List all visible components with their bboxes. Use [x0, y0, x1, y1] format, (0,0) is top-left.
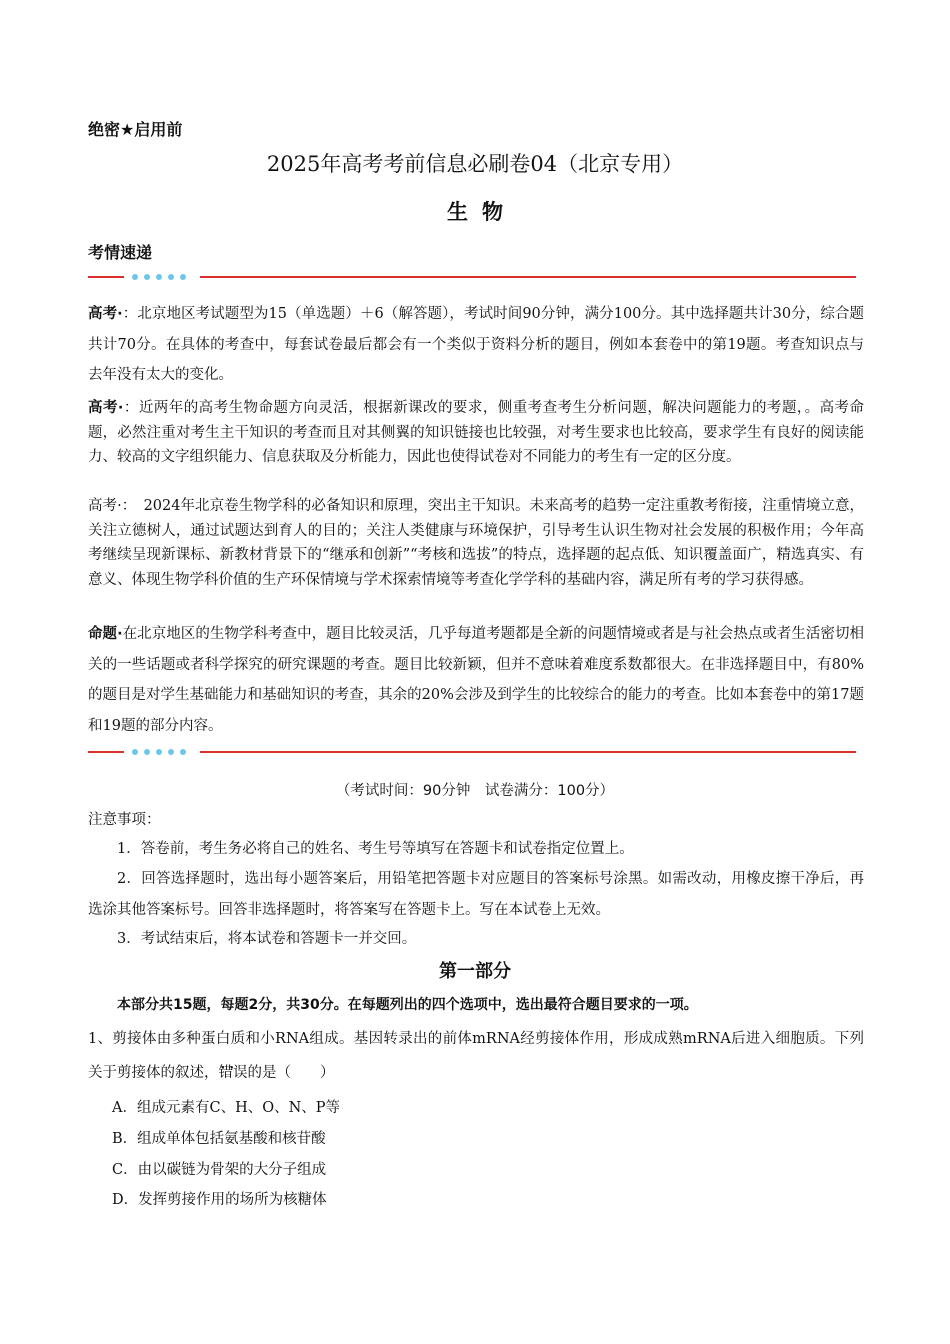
divider-dot	[168, 749, 174, 755]
option-d: D．发挥剪接作用的场所为核糖体	[112, 1192, 327, 1208]
note-item-1: 1．答卷前，考生务必将自己的姓名、考生号等填写在答题卡和试卷指定位置上。	[117, 841, 634, 857]
divider-bottom	[88, 746, 856, 758]
divider-dot	[144, 274, 150, 280]
divider-dot	[156, 274, 162, 280]
divider-dot	[180, 274, 186, 280]
paragraph-label: 高考·	[88, 306, 123, 322]
notes-heading: 注意事项：	[88, 812, 161, 828]
divider-line-left	[88, 751, 124, 753]
option-b: B．组成单体包括氨基酸和核苷酸	[112, 1131, 326, 1147]
paragraph-text: ：北京地区考试题型为15（单选题）＋6（解答题），考试时间90分钟，满分100分。其中选择题共计30分，综合题共计70分。在具体的考查中，每套试卷最后都会有一个类似于资料分析的题目，例如本套卷中的第19题。考查知识点与去年没有太大的变化。	[88, 306, 865, 383]
divider-line-left	[88, 276, 124, 278]
paragraph-text: 在北京地区的生物学科考查中，题目比较灵活，几乎每道考题都是全新的问题情境或者是与社会热点或者生活密切相关的一些话题或者科学探究的研究课题的考查。题目比较新颖，但并不意味着难度系数都很大。在非选择题目中，有80%的题目是对学生基础能力和基础知识的考查，其余的20%会涉及到学生的比较综合的能力的考查。比如本套卷中的第17题和19题的部分内容。	[88, 626, 864, 734]
divider-dots	[132, 272, 186, 282]
question-stem-text: 的是（ ）	[247, 1065, 335, 1081]
note-item-3: 3．考试结束后，将本试卷和答题卡一并交回。	[117, 931, 417, 947]
exam-info: （考试时间：90分钟 试卷满分：100分）	[335, 783, 615, 799]
divider-dot	[168, 274, 174, 280]
divider-dot	[132, 274, 138, 280]
paragraph-label: 高考·：	[88, 498, 130, 514]
analysis-heading: 考情速递	[88, 243, 153, 262]
analysis-paragraph-2	[88, 396, 864, 470]
paragraph-label: 命题·	[88, 626, 123, 642]
subject-title: 生物	[447, 199, 517, 224]
analysis-paragraph-4	[88, 619, 864, 741]
secret-label: 绝密★启用前	[88, 120, 183, 139]
option-a: A．组成元素有C、H、O、N、P等	[112, 1100, 341, 1116]
divider-dot	[132, 749, 138, 755]
analysis-paragraph-1	[88, 299, 864, 391]
emphasis-word: · · 错误	[219, 1065, 248, 1081]
question-1-stem	[88, 1022, 864, 1090]
divider-line-right	[200, 751, 856, 753]
exam-title: 2025年高考考前信息必刷卷04（北京专用）	[266, 152, 684, 176]
note-item-2: 2．回答选择题时，选出每小题答案后，用铅笔把答题卡对应题目的答案标号涂黑。如需改动，用橡皮擦干净后，再选涂其他答案标号。回答非选择题时，将答案写在答题卡上。写在本试卷上无效。	[88, 871, 864, 918]
divider-top	[88, 271, 856, 283]
paragraph-text: ：近两年的高考生物命题方向灵活，根据新课改的要求，侧重考查考生分析问题，解决问题能力的考题，。高考命题，必然注重对考生主干知识的考查而且对其侧翼的知识链接也比较强，对考生要求也比较高，要求学生有良好的阅读能力、较高的文字组织能力、信息获取及分析能力，因此也使得试卷对不同能力的考生有一定的区分度。	[88, 400, 864, 465]
paragraph-text: 2024年北京卷生物学科的必备知识和原理，突出主干知识。未来高考的趋势一定注重教考衔接，注重情境立意，关注立德树人，通过试题达到育人的目的；关注人类健康与环境保护，引导考生认识生物对社会发展的积极作用；今年高考继续呈现新课标、新教材背景下的“继承和创新”“考核和选拔”的特点，选择题的起点低、知识覆盖面广，精选真实、有意义、体现生物学科价值的生产环保情境与学术探索情境等考查化学学科的基础内容，满足所有考的学习获得感。	[88, 498, 864, 588]
paragraph-label: 高考·	[88, 400, 124, 416]
option-c: C．由以碳链为骨架的大分子组成	[112, 1162, 327, 1178]
question-stem-text: 1、剪接体由多种蛋白质和小RNA组成。基因转录出的前体mRNA经剪接体作用，形成成熟mRNA后进入细胞质。下列关于剪接体的叙述，	[88, 1031, 864, 1081]
divider-line-right	[200, 276, 856, 278]
part-title: 第一部分	[439, 961, 511, 982]
divider-dot	[156, 749, 162, 755]
part-description: 本部分共15题，每题2分，共30分。在每题列出的四个选项中，选出最符合题目要求的一项。	[117, 997, 698, 1013]
divider-dot	[144, 749, 150, 755]
divider-dots	[132, 747, 186, 757]
analysis-paragraph-3	[88, 494, 864, 592]
divider-dot	[180, 749, 186, 755]
